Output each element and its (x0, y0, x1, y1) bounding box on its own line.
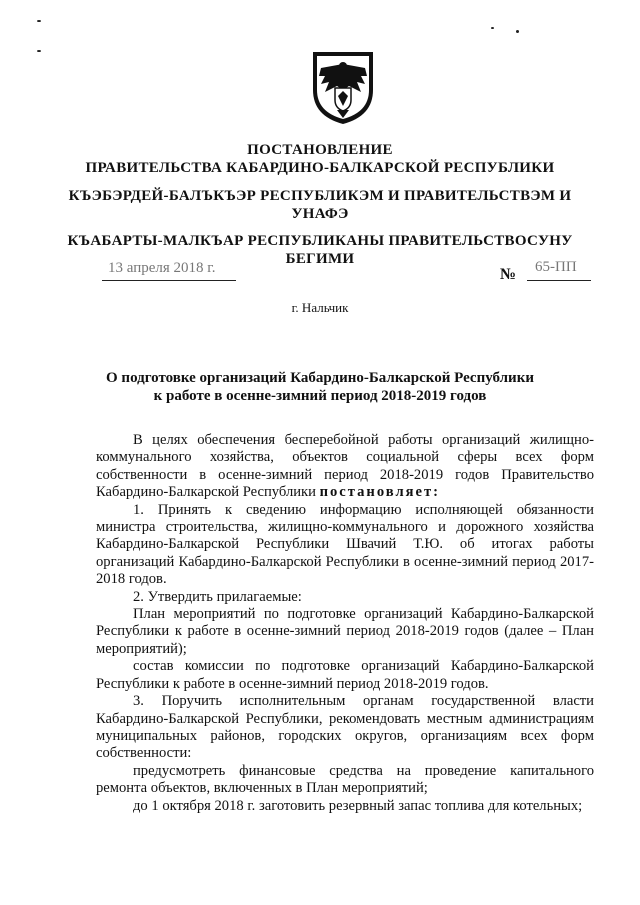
document-title-line-1: О подготовке организаций Кабардино-Балкарской Республики (106, 370, 534, 386)
header-line-1: ПОСТАНОВЛЕНИЕ (247, 142, 393, 158)
paragraph-2: 2. Утвердить прилагаемые: (133, 588, 302, 605)
document-body (96, 432, 594, 815)
header-bal-line-2: БЕГИМИ (285, 251, 355, 267)
scan-speck (491, 27, 494, 29)
header-kab-line-2: УНАФЭ (291, 206, 349, 222)
header-bal-line-1: КЪАБАРТЫ-МАЛКЪАР РЕСПУБЛИКАНЫ ПРАВИТЕЛЬСТВОСУНУ (67, 233, 573, 249)
decree-verb: постановляет: (319, 484, 441, 501)
coat-of-arms-emblem-icon (307, 46, 379, 126)
number-underline (527, 280, 591, 281)
scan-speck (516, 30, 519, 33)
header-line-2: ПРАВИТЕЛЬСТВА КАБАРДИНО-БАЛКАРСКОЙ РЕСПУБЛИКИ (85, 160, 555, 176)
paragraph-3-fuel: до 1 октября 2018 г. заготовить резервный запас топлива для котельных; (133, 797, 583, 814)
scan-speck (37, 50, 41, 52)
document-title-line-2: к работе в осенне-зимний период 2018-2019 годов (153, 388, 487, 404)
paragraph-2-plan: План мероприятий по подготовке организаций Кабардино-Балкарской Республики к работе в осенне-зимний период 2018-2019 годов (далее – План мероприятий); (96, 606, 594, 657)
scan-speck (37, 20, 41, 22)
paragraph-1: 1. Принять к сведению информацию исполняющей обязанности министра строительства, жилищно-коммунального и дорожного хозяйства Кабардино-Балкарской Республики Швачий Т.Ю. об итогах работы организаций Кабардино-Балкарской Республики в осенне-зимний период 2017-2018 годов. (96, 501, 594, 588)
number-label: № (500, 266, 517, 283)
header-kab-line-1: КЪЭБЭРДЕЙ-БАЛЪКЪЭР РЕСПУБЛИКЭМ И ПРАВИТЕЛЬСТВЭМ И (68, 188, 572, 204)
city-name: г. Нальчик (291, 300, 349, 315)
paragraph-2-commission: состав комиссии по подготовке организаций Кабардино-Балкарской Республики к работе в осенне-зимний период 2018-2019 годов. (96, 658, 594, 692)
paragraph-3: 3. Поручить исполнительным органам государственной власти Кабардино-Балкарской Республики, рекомендовать местным администрациям муниципальных районов, городских округов, организациям всех форм собственности: (96, 693, 594, 762)
preamble-text: В целях обеспечения бесперебойной работы организаций жилищно-коммунального хозяйства, объектов социальной сферы всех форм собственности в осенне-зимний период 2018-2019 годов Правительство Кабардино-Балкарской Республики (96, 432, 594, 501)
document-number: 65-ПП (535, 259, 577, 275)
date-underline (102, 280, 236, 281)
paragraph-preamble (96, 432, 594, 502)
document-date: 13 апреля 2018 г. (108, 260, 216, 276)
paragraph-3-funding: предусмотреть финансовые средства на проведение капитального ремонта объектов, включенных в План мероприятий; (96, 762, 594, 797)
